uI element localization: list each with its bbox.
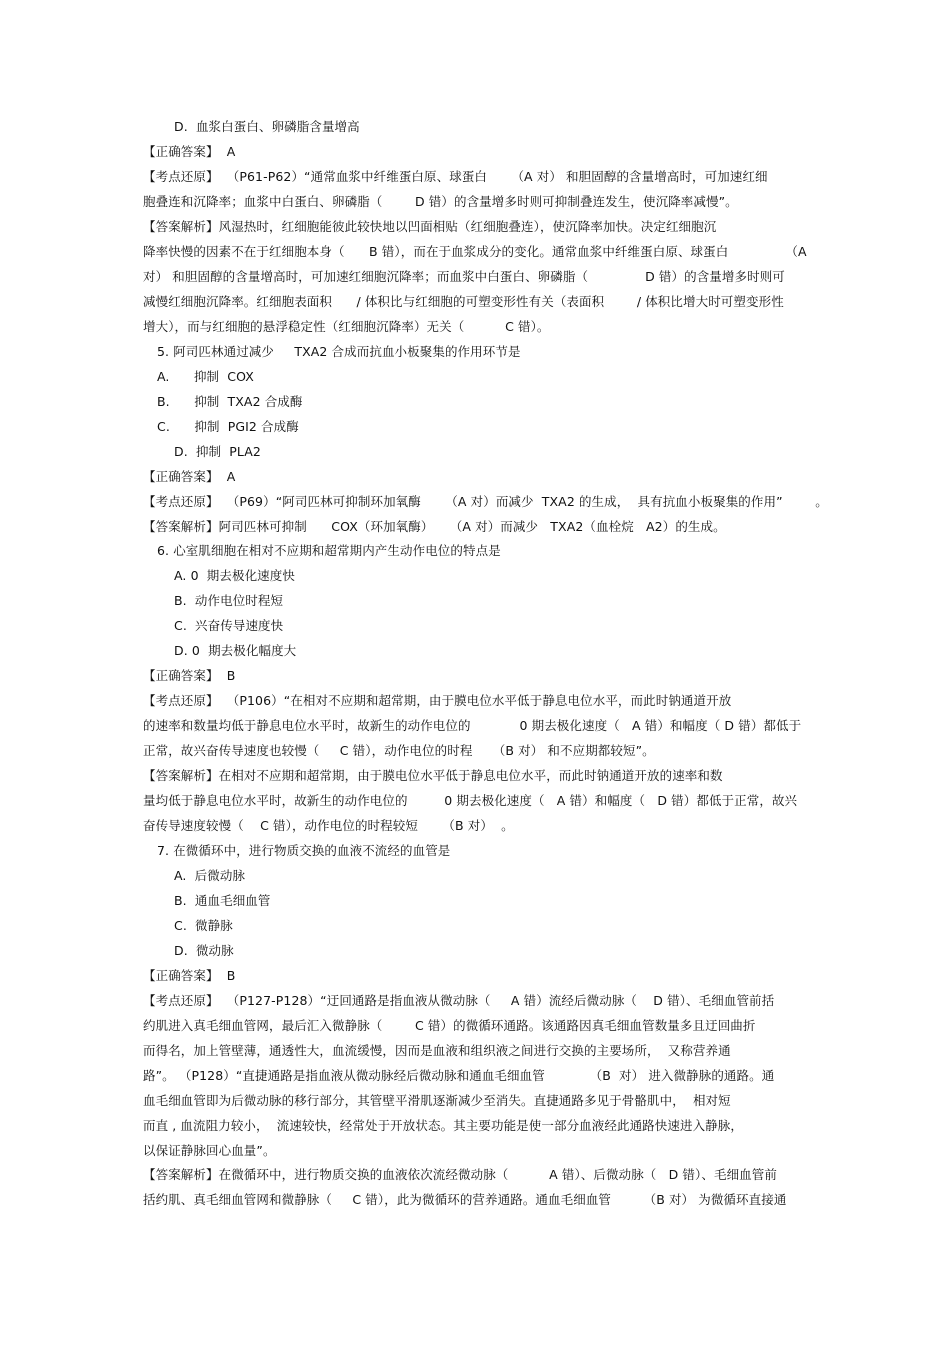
key-point-line: 胞叠连和沉降率；血浆中白蛋白、卵磷脂（ D 错）的含量增多时则可抑制叠连发生，使沉降率减慢”。 [143,194,738,209]
correct-answer: 【正确答案】 A [143,144,236,159]
option-line: B. 通血毛细血管 [174,893,271,908]
explanation-line: 【答案解析】在微循环中，进行物质交换的血液依次流经微动脉（ A 错）、后微动脉（ D 错）、毛细血管前 [143,1167,777,1182]
option-line: C. 抑制 PGI2 合成酶 [157,419,299,434]
option-line: B. 动作电位时程短 [174,593,284,608]
explanation-line: 奋传导速度较慢（ C 错），动作电位的时程较短 （B 对） 。 [143,818,514,833]
explanation-line: 【答案解析】在相对不应期和超常期，由于膜电位水平低于静息电位水平，而此时钠通道开放的速率和数 [143,768,723,783]
key-point-line: 【考点还原】 （P69）“阿司匹林可抑制环加氧酶 （A 对）而减少 TXA2 的生成， 具有抗血小板聚集的作用” 。 [143,494,828,509]
option-line: C. 兴奋传导速度快 [174,618,284,633]
explanation-line: 减慢红细胞沉降率。红细胞表面积 / 体积比与红细胞的可塑变形性有关（表面积 / 体积比增大时可塑变形性 [143,294,784,309]
explanation-line: 【答案解析】风湿热时，红细胞能彼此较快地以凹面相贴（红细胞叠连），使沉降率加快。决定红细胞沉 [143,219,717,234]
option-line: A. 0 期去极化速度快 [174,568,295,583]
option-line: A. 抑制 COX [157,369,254,384]
correct-answer: 【正确答案】 B [143,668,236,683]
explanation-line: 括约肌、真毛细血管网和微静脉（ C 错），此为微循环的营养通路。通血毛细血管 （B 对） 为微循环直接通 [143,1192,787,1207]
option-line: D. 微动脉 [174,943,234,958]
option-line: A. 后微动脉 [174,868,246,883]
question-7: 7. 在微循环中，进行物质交换的血液不流经的血管是 [157,843,451,858]
explanation-line: 量均低于静息电位水平时，故新生的动作电位的 0 期去极化速度（ A 错）和幅度（ D 错）都低于正常，故兴 [143,793,798,808]
explanation-line: 降率快慢的因素不在于红细胞本身（ B 错），而在于血浆成分的变化。通常血浆中纤维蛋白原、球蛋白 （A [143,244,807,259]
key-point-line: 【考点还原】 （P61-P62）“通常血浆中纤维蛋白原、球蛋白 （A 对） 和胆固醇的含量增高时，可加速红细 [143,169,768,184]
key-point-line: 路”。 （P128）“直捷通路是指血液从微动脉经后微动脉和通血毛细血管 （B 对） 进入微静脉的通路。通 [143,1068,775,1083]
key-point-line: 正常，故兴奋传导速度也较慢（ C 错），动作电位的时程 （B 对） 和不应期都较短”。 [143,743,655,758]
key-point-line: 而得名，加上管壁薄，通透性大，血流缓慢，因而是血液和组织液之间进行交换的主要场所， 又称营养通 [143,1043,731,1058]
option-line: C. 微静脉 [174,918,233,933]
option-line: D. 抑制 PLA2 [174,444,261,459]
explanation-line: 对） 和胆固醇的含量增高时，可加速红细胞沉降率；而血浆中白蛋白、卵磷脂（ D 错）的含量增多时则可 [143,269,785,284]
key-point-line: 约肌进入真毛细血管网，最后汇入微静脉（ C 错）的微循环通路。该通路因真毛细血管数量多且迂回曲折 [143,1018,756,1033]
key-point-line: 【考点还原】 （P127-P128）“迂回通路是指血液从微动脉（ A 错）流经后微动脉（ D 错）、毛细血管前括 [143,993,775,1008]
option-line: D. 血浆白蛋白、卵磷脂含量增高 [174,119,360,134]
key-point-line: 而直 , 血流阻力较小， 流速较快，经常处于开放状态。其主要功能是使一部分血液经此通路快速进入静脉， [143,1118,743,1133]
question-6: 6. 心室肌细胞在相对不应期和超常期内产生动作电位的特点是 [157,543,501,558]
option-line: D. 0 期去极化幅度大 [174,643,297,658]
explanation-line: 增大），而与红细胞的悬浮稳定性（红细胞沉降率）无关（ C 错）。 [143,319,550,334]
correct-answer: 【正确答案】 B [143,968,236,983]
correct-answer: 【正确答案】 A [143,469,236,484]
explanation-line: 【答案解析】阿司匹林可抑制 COX（环加氧酶） （A 对）而减少 TXA2（血栓烷 A2）的生成。 [143,519,726,534]
key-point-line: 以保证静脉回心血量”。 [143,1143,276,1158]
question-5: 5. 阿司匹林通过减少 TXA2 合成而抗血小板聚集的作用环节是 [157,344,521,359]
key-point-line: 【考点还原】 （P106）“在相对不应期和超常期，由于膜电位水平低于静息电位水平，而此时钠通道开放 [143,693,732,708]
key-point-line: 血毛细血管即为后微动脉的移行部分，其管壁平滑肌逐渐减少至消失。直捷通路多见于骨骼肌中， 相对短 [143,1093,731,1108]
key-point-line: 的速率和数量均低于静息电位水平时，故新生的动作电位的 0 期去极化速度（ A 错）和幅度（ D 错）都低于 [143,718,802,733]
option-line: B. 抑制 TXA2 合成酶 [157,394,303,409]
